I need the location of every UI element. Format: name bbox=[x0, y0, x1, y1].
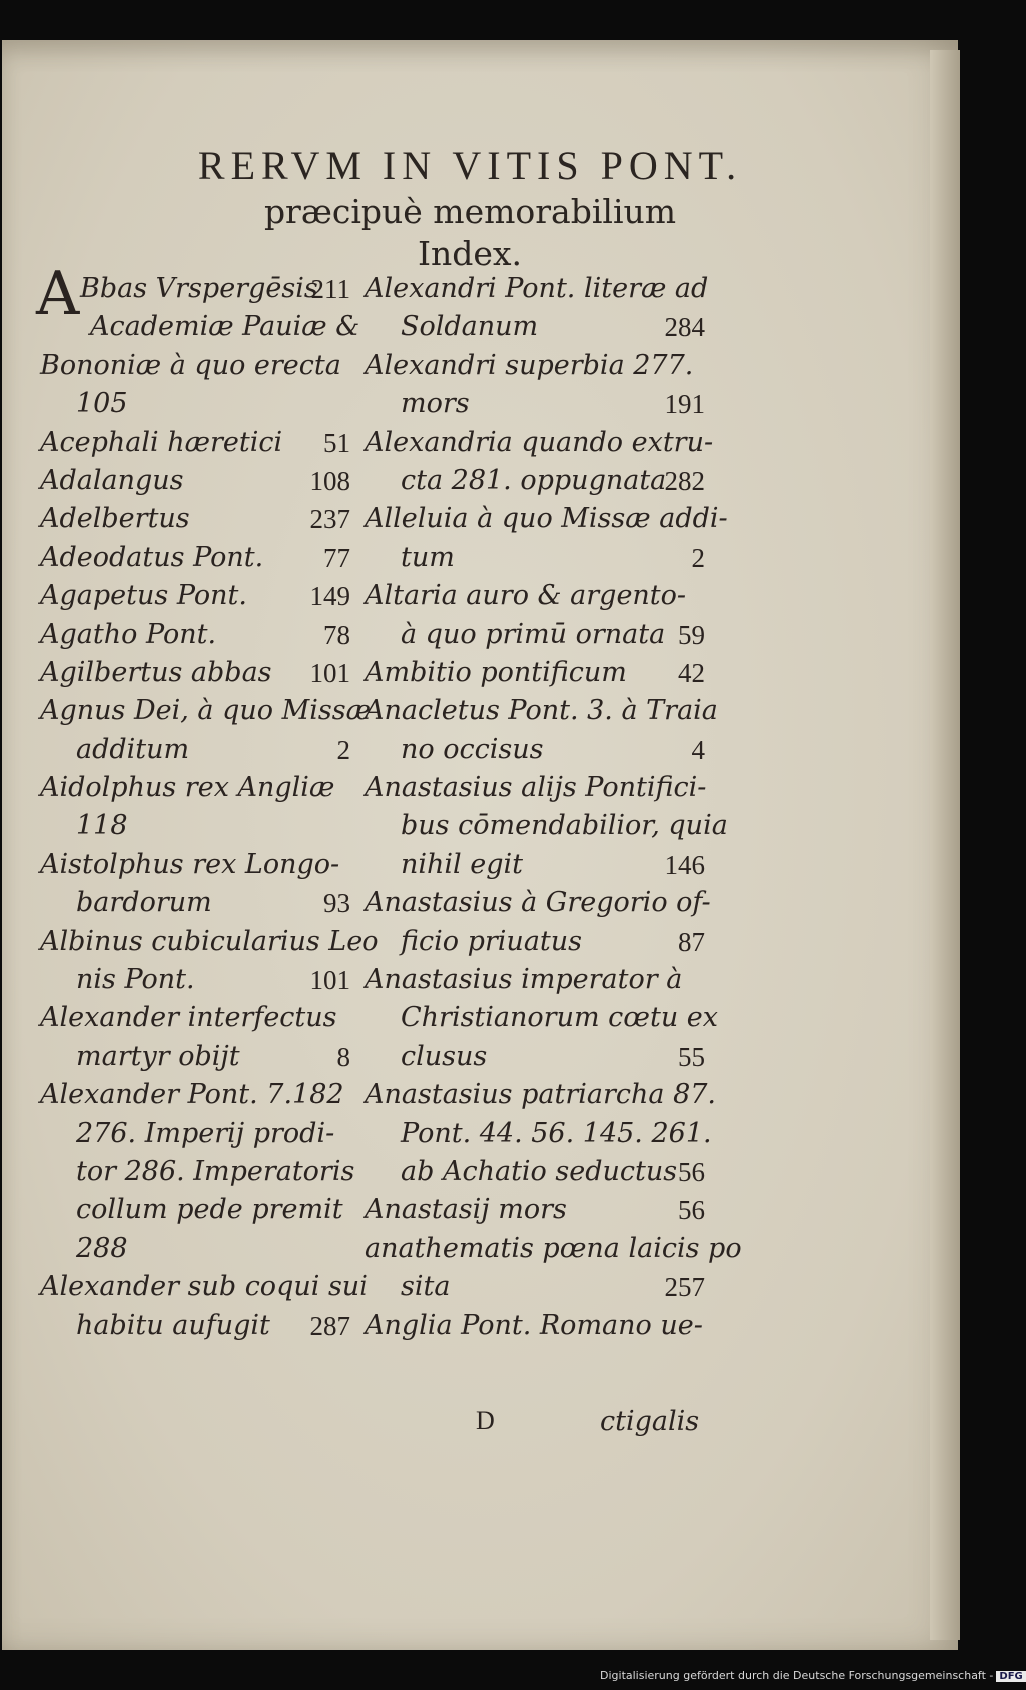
entry-page-number: 282 bbox=[664, 465, 705, 496]
index-entry bbox=[40, 1191, 350, 1229]
right-index-column bbox=[365, 270, 742, 1345]
index-entry bbox=[365, 616, 705, 654]
index-entry bbox=[40, 616, 350, 654]
entry-text: Agapetus Pont. bbox=[40, 580, 247, 612]
entry-text: Alexandria quando extru- bbox=[365, 426, 714, 458]
entry-page-number: 146 bbox=[664, 849, 705, 880]
index-entry bbox=[40, 1038, 350, 1076]
page-edge bbox=[930, 50, 960, 1640]
index-entry bbox=[40, 769, 350, 807]
entry-text: bardorum bbox=[76, 887, 212, 919]
entry-text: Aistolphus rex Longo- bbox=[40, 848, 340, 880]
index-entry bbox=[40, 731, 350, 769]
entry-page-number: 257 bbox=[664, 1272, 705, 1303]
digitization-credit bbox=[600, 1669, 1023, 1687]
entry-page-number: 2 bbox=[691, 542, 705, 573]
index-entry bbox=[365, 692, 718, 730]
entry-page-number: 87 bbox=[678, 926, 705, 957]
entry-page-number: 191 bbox=[664, 389, 705, 420]
entry-text: Alexander sub coqui sui bbox=[40, 1271, 368, 1303]
index-entry bbox=[365, 807, 728, 845]
entry-text: Alexander interfectus bbox=[40, 1002, 337, 1034]
index-entry bbox=[40, 1307, 350, 1345]
index-entry bbox=[365, 1307, 705, 1345]
entry-text: ab Achatio seductus bbox=[401, 1155, 678, 1187]
entry-text: Adeodatus Pont. bbox=[40, 541, 264, 573]
entry-page-number: 59 bbox=[678, 619, 705, 650]
catchword: ctigalis bbox=[600, 1406, 700, 1437]
entry-page-number: 101 bbox=[309, 657, 350, 688]
entry-text: no occisus bbox=[401, 733, 544, 765]
entry-text: Agilbertus abbas bbox=[40, 656, 272, 688]
index-entry bbox=[40, 577, 350, 615]
entry-text: Anastasius à Gregorio of- bbox=[365, 887, 711, 919]
index-entry bbox=[365, 654, 705, 692]
entry-text: Anastasius alijs Pontifici- bbox=[365, 772, 707, 804]
index-entry bbox=[365, 731, 705, 769]
index-entry bbox=[365, 1153, 705, 1191]
index-entry bbox=[365, 1076, 717, 1114]
entry-text: habitu aufugit bbox=[76, 1309, 270, 1341]
entry-text: martyr obijt bbox=[76, 1040, 240, 1072]
entry-page-number: 149 bbox=[309, 581, 350, 612]
index-entry bbox=[40, 539, 350, 577]
entry-page-number: 55 bbox=[678, 1041, 705, 1072]
index-entry bbox=[40, 1076, 350, 1114]
index-entry bbox=[365, 1191, 705, 1229]
entry-text: 105 bbox=[76, 388, 128, 420]
index-entry bbox=[365, 846, 705, 884]
index-entry bbox=[365, 769, 705, 807]
index-entry bbox=[365, 539, 705, 577]
index-entry bbox=[40, 1115, 350, 1153]
entry-text: bus cōmendabilior, quia bbox=[401, 810, 728, 842]
index-entry bbox=[40, 347, 350, 385]
entry-text: Adalangus bbox=[40, 464, 184, 496]
entry-text: Academiæ Pauiæ & bbox=[90, 311, 360, 343]
index-entry bbox=[365, 347, 705, 385]
entry-text: Anastasius patriarcha 87. bbox=[365, 1079, 717, 1111]
index-entry bbox=[40, 999, 350, 1037]
entry-text: Altaria auro & argento- bbox=[365, 580, 687, 612]
signature-mark: D bbox=[476, 1406, 495, 1435]
index-entry bbox=[40, 654, 350, 692]
index-entry bbox=[365, 961, 705, 999]
entry-text: collum pede premit bbox=[76, 1194, 343, 1226]
index-entry bbox=[365, 462, 705, 500]
entry-text: Alexandri Pont. literæ ad bbox=[365, 273, 709, 304]
entry-page-number: 8 bbox=[336, 1041, 350, 1072]
index-entry bbox=[40, 424, 350, 462]
entry-text: Ambitio pontificum bbox=[365, 656, 627, 688]
entry-text: Alexandri superbia 277. bbox=[365, 349, 694, 381]
entry-page-number: 4 bbox=[691, 734, 705, 765]
entry-text: Acephali hæretici bbox=[40, 426, 283, 458]
index-entry bbox=[365, 923, 705, 961]
entry-text: tor 286. Imperatoris bbox=[76, 1155, 355, 1187]
entry-text: Bononiæ à quo erecta bbox=[40, 349, 341, 381]
index-entry bbox=[40, 923, 379, 961]
index-entry bbox=[365, 999, 718, 1037]
entry-text: Pont. 44. 56. 145. 261. bbox=[401, 1117, 712, 1149]
index-entry bbox=[40, 692, 371, 730]
index-entry bbox=[40, 462, 350, 500]
entry-text: nis Pont. bbox=[76, 964, 195, 996]
initial-letter: A bbox=[36, 259, 80, 329]
index-entry bbox=[365, 424, 714, 462]
index-entry bbox=[40, 270, 350, 308]
entry-text: Christianorum cœtu ex bbox=[401, 1002, 718, 1034]
index-entry bbox=[40, 385, 350, 423]
entry-text: additum bbox=[76, 733, 190, 765]
entry-text: 118 bbox=[76, 810, 128, 842]
entry-text: Anacletus Pont. 3. à Traia bbox=[365, 695, 718, 727]
entry-page-number: 56 bbox=[678, 1156, 705, 1187]
index-entry bbox=[40, 807, 350, 845]
index-entry bbox=[40, 846, 350, 884]
entry-text: Agatho Pont. bbox=[40, 618, 217, 650]
entry-page-number: 51 bbox=[323, 427, 350, 458]
entry-text: Adelbertus bbox=[40, 503, 190, 535]
dfg-logo: DFG bbox=[996, 1671, 1025, 1682]
index-entry bbox=[365, 1115, 712, 1153]
entry-page-number: 93 bbox=[323, 888, 350, 919]
entry-text: Anastasius imperator à bbox=[365, 964, 683, 996]
entry-page-number: 42 bbox=[678, 657, 705, 688]
index-entry bbox=[40, 884, 350, 922]
index-entry bbox=[365, 500, 728, 538]
index-entry bbox=[365, 1038, 705, 1076]
index-label: Index. bbox=[417, 234, 523, 273]
entry-text: Aidolphus rex Angliæ bbox=[40, 772, 335, 804]
entry-text: mors bbox=[401, 388, 470, 420]
entry-text: Alexander Pont. 7.182 bbox=[40, 1079, 344, 1111]
index-entry bbox=[40, 308, 360, 346]
entry-page-number: 284 bbox=[664, 312, 705, 343]
entry-text: 288 bbox=[76, 1232, 128, 1264]
index-entry bbox=[40, 500, 350, 538]
index-entry bbox=[40, 961, 350, 999]
index-entry bbox=[365, 884, 711, 922]
entry-text: cta 281. oppugnata bbox=[401, 464, 667, 496]
entry-text: Soldanum bbox=[401, 311, 539, 343]
index-entry bbox=[365, 385, 705, 423]
index-entry bbox=[40, 1153, 355, 1191]
index-entry bbox=[365, 1268, 705, 1306]
entry-text: Agnus Dei, à quo Missæ bbox=[40, 695, 371, 727]
entry-page-number: 237 bbox=[309, 504, 350, 535]
entry-page-number: 211 bbox=[310, 274, 350, 304]
entry-text: tum bbox=[401, 541, 455, 573]
entry-text: 276. Imperij prodi- bbox=[76, 1117, 335, 1149]
entry-text: à quo primū ornata bbox=[401, 618, 666, 650]
index-entry bbox=[365, 308, 705, 346]
index-entry bbox=[365, 270, 709, 308]
left-index-column bbox=[36, 259, 379, 1345]
entry-text: Anastasij mors bbox=[365, 1194, 567, 1226]
credit-text: Digitalisierung gefördert durch die Deutsche Forschungsgemeinschaft - bbox=[600, 1669, 994, 1682]
entry-text: Bbas Vrspergēsis bbox=[80, 273, 318, 304]
index-entry bbox=[40, 1230, 350, 1268]
entry-page-number: 101 bbox=[309, 965, 350, 996]
entry-text: Alleluia à quo Missæ addi- bbox=[365, 503, 728, 535]
entry-page-number: 2 bbox=[336, 734, 350, 765]
entry-page-number: 287 bbox=[309, 1310, 350, 1341]
entry-text: ficio priuatus bbox=[401, 925, 583, 957]
entry-text: anathematis pœna laicis po bbox=[365, 1232, 742, 1264]
entry-text: Anglia Pont. Romano ue- bbox=[365, 1309, 703, 1341]
entry-text: clusus bbox=[401, 1040, 488, 1072]
index-subtitle: præcipuè memorabilium bbox=[263, 192, 677, 231]
index-title: RERVM IN VITIS PONT. bbox=[197, 143, 743, 188]
index-entry bbox=[40, 1268, 368, 1306]
entry-page-number: 78 bbox=[323, 619, 350, 650]
entry-text: sita bbox=[401, 1271, 451, 1303]
index-entry bbox=[365, 1230, 742, 1268]
entry-text: nihil egit bbox=[401, 848, 524, 880]
entry-text: Albinus cubicularius Leo bbox=[40, 925, 379, 957]
index-entry bbox=[365, 577, 705, 615]
entry-page-number: 108 bbox=[309, 465, 350, 496]
entry-page-number: 77 bbox=[323, 542, 350, 573]
entry-page-number: 56 bbox=[678, 1195, 705, 1226]
